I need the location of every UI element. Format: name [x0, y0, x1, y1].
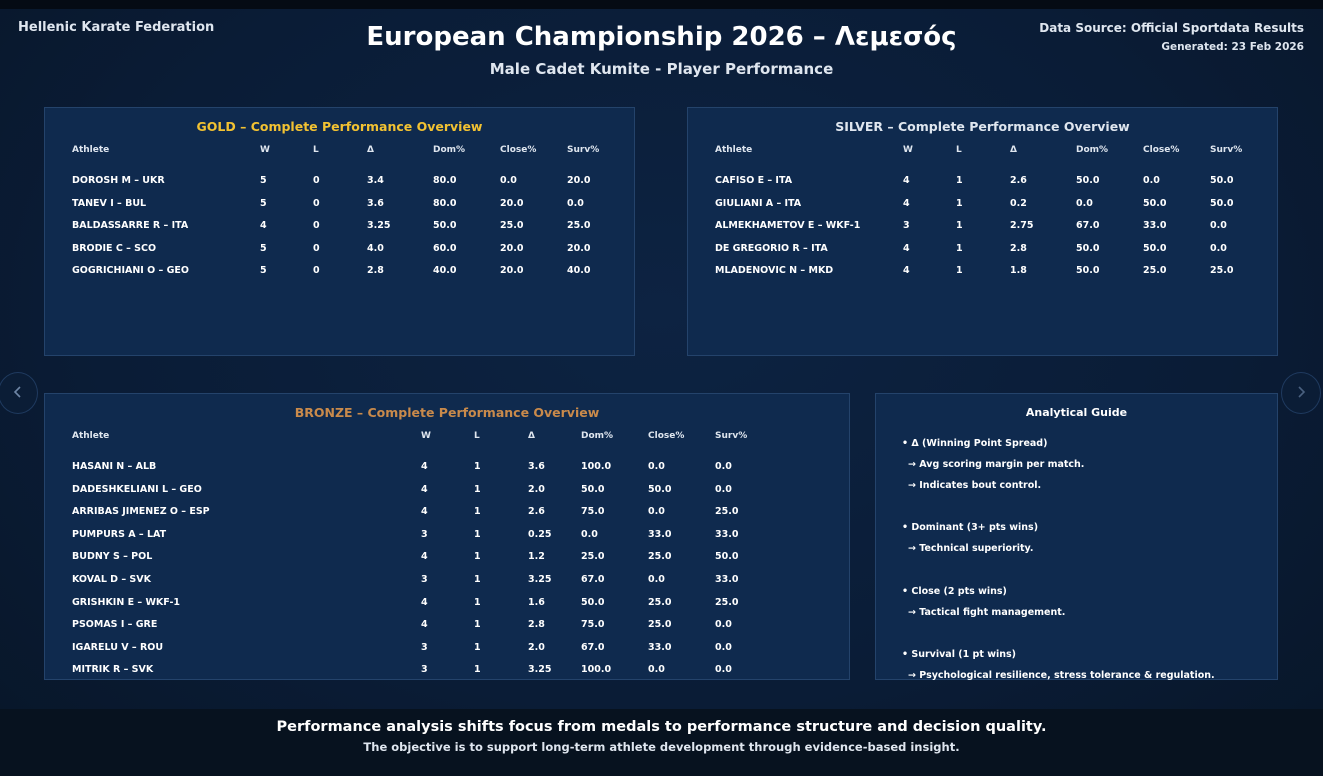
stat-cell: 5	[260, 265, 267, 277]
stat-cell: 50.0	[1076, 265, 1100, 277]
stat-cell: 3.25	[367, 220, 391, 232]
guide-note: → Avg scoring margin per match.	[908, 459, 1085, 470]
stat-cell: 5	[260, 197, 267, 209]
stat-cell: 2.6	[1010, 175, 1027, 186]
stat-cell: 4	[421, 551, 428, 563]
stat-cell: 75.0	[581, 506, 605, 518]
athlete-name-cell: BALDASSARRE R – ITA	[72, 220, 189, 232]
stat-cell: 4	[260, 220, 267, 232]
stat-cell: 0.0	[567, 197, 584, 209]
column-header: W	[421, 431, 431, 441]
stat-cell: 0.0	[581, 528, 598, 540]
stat-cell: 0.0	[715, 641, 732, 653]
stat-cell: 50.0	[581, 596, 605, 608]
column-header: L	[474, 431, 480, 441]
athlete-name-cell: GOGRICHIANI O – GEO	[72, 265, 189, 277]
stat-cell: 1	[474, 461, 481, 472]
stat-cell: 67.0	[581, 641, 605, 653]
stat-cell: 25.0	[648, 619, 672, 631]
stat-cell: 0	[313, 175, 320, 186]
stat-cell: 1	[474, 574, 481, 585]
data-source: Data Source: Official Sportdata Results	[1039, 21, 1304, 35]
stat-cell: 25.0	[715, 506, 739, 518]
stat-cell: 20.0	[500, 242, 524, 254]
stat-cell: 50.0	[1076, 175, 1100, 186]
column-header: Close%	[648, 431, 685, 441]
stat-cell: 1.8	[1010, 265, 1027, 277]
column-header: Dom%	[581, 431, 614, 441]
stat-cell: 3	[421, 664, 428, 676]
stat-cell: 33.0	[715, 528, 739, 540]
stat-cell: 0.0	[1143, 175, 1160, 186]
stat-cell: 50.0	[1076, 242, 1100, 254]
stat-cell: 2.8	[1010, 242, 1027, 254]
athlete-name-cell: DE GREGORIO R – ITA	[715, 242, 828, 254]
column-header: W	[260, 145, 270, 155]
stat-cell: 4	[903, 175, 910, 186]
stat-cell: 0.0	[715, 619, 732, 631]
stat-cell: 3	[421, 528, 428, 540]
page-subtitle: Male Cadet Kumite - Player Performance	[489, 60, 834, 78]
stat-cell: 50.0	[648, 483, 672, 495]
stat-cell: 4	[421, 461, 428, 472]
column-header: L	[313, 145, 319, 155]
guide-item: • Dominant (3+ pts wins)	[902, 522, 1039, 533]
column-header: L	[956, 145, 962, 155]
column-header: Close%	[1143, 145, 1180, 155]
column-header: Surv%	[715, 431, 748, 441]
stat-cell: 0.0	[715, 664, 732, 676]
stat-cell: 25.0	[581, 551, 605, 563]
stat-cell: 3	[421, 641, 428, 653]
guide-item: • Survival (1 pt wins)	[902, 649, 1016, 660]
stat-cell: 0	[313, 242, 320, 254]
footer-statement: Performance analysis shifts focus from medals to performance structure and decision quality.	[276, 719, 1047, 735]
stat-cell: 1	[474, 483, 481, 495]
chevron-left-icon	[11, 384, 25, 403]
stat-cell: 1	[474, 551, 481, 563]
chevron-right-icon	[1294, 384, 1308, 403]
stat-cell: 5	[260, 242, 267, 254]
stat-cell: 1	[956, 242, 963, 254]
column-header: Δ	[528, 431, 535, 441]
guide-item: • Δ (Winning Point Spread)	[902, 438, 1048, 449]
gold-panel-title: GOLD – Complete Performance Overview	[196, 119, 483, 134]
stat-cell: 0.0	[648, 461, 665, 472]
stat-cell: 2.0	[528, 641, 545, 653]
stat-cell: 2.8	[367, 265, 384, 277]
athlete-name-cell: ALMEKHAMETOV E – WKF-1	[715, 220, 861, 232]
stat-cell: 4	[421, 483, 428, 495]
bronze-panel-title: BRONZE – Complete Performance Overview	[294, 405, 600, 420]
athlete-name-cell: MITRIK R – SVK	[72, 664, 154, 676]
stat-cell: 3.25	[528, 664, 552, 676]
stat-cell: 100.0	[581, 664, 612, 676]
stat-cell: 50.0	[1210, 175, 1234, 186]
stat-cell: 4	[421, 619, 428, 631]
stat-cell: 1	[474, 641, 481, 653]
bronze-panel	[44, 393, 850, 680]
guide-note: → Tactical fight management.	[908, 607, 1066, 618]
gold-panel	[44, 107, 635, 356]
stat-cell: 25.0	[648, 551, 672, 563]
stat-cell: 75.0	[581, 619, 605, 631]
next-slide-button[interactable]	[1281, 372, 1321, 414]
guide-note: → Indicates bout control.	[908, 480, 1042, 491]
stat-cell: 67.0	[581, 574, 605, 585]
stat-cell: 4	[421, 596, 428, 608]
athlete-name-cell: MLADENOVIC N – MKD	[715, 265, 834, 277]
athlete-name-cell: HASANI N – ALB	[72, 461, 157, 472]
stat-cell: 20.0	[500, 265, 524, 277]
top-bar	[0, 0, 1323, 9]
stat-cell: 3.6	[367, 197, 384, 209]
guide-note: → Technical superiority.	[908, 543, 1034, 554]
stat-cell: 1	[956, 175, 963, 186]
athlete-name-cell: BRODIE C – SCO	[72, 242, 157, 254]
stat-cell: 0.0	[648, 574, 665, 585]
column-header: Surv%	[567, 145, 600, 155]
stat-cell: 1.2	[528, 551, 545, 563]
stat-cell: 33.0	[648, 641, 672, 653]
stat-cell: 100.0	[581, 461, 612, 472]
guide-note: → Psychological resilience, stress tolerance & regulation.	[908, 670, 1215, 681]
stat-cell: 33.0	[1143, 220, 1167, 232]
stat-cell: 0.0	[1210, 220, 1227, 232]
stat-cell: 0.0	[648, 506, 665, 518]
stat-cell: 25.0	[1143, 265, 1167, 277]
stat-cell: 25.0	[715, 596, 739, 608]
stat-cell: 3.6	[528, 461, 545, 472]
stat-cell: 80.0	[433, 175, 457, 186]
stat-cell: 25.0	[1210, 265, 1234, 277]
athlete-name-cell: GIULIANI A – ITA	[715, 197, 802, 209]
athlete-name-cell: BUDNY S – POL	[72, 551, 153, 563]
athlete-name-cell: PSOMAS I – GRE	[72, 619, 158, 631]
stat-cell: 0	[313, 197, 320, 209]
stat-cell: 50.0	[1210, 197, 1234, 209]
stat-cell: 50.0	[433, 220, 457, 232]
stat-cell: 0.0	[1210, 242, 1227, 254]
stat-cell: 25.0	[567, 220, 591, 232]
column-header: Dom%	[1076, 145, 1109, 155]
stat-cell: 50.0	[1143, 242, 1167, 254]
stat-cell: 2.75	[1010, 220, 1034, 232]
athlete-name-cell: ARRIBAS JIMENEZ O – ESP	[72, 506, 210, 518]
stat-cell: 0.25	[528, 528, 552, 540]
stat-cell: 25.0	[500, 220, 524, 232]
stat-cell: 0	[313, 220, 320, 232]
stat-cell: 0.0	[648, 664, 665, 676]
stat-cell: 4	[421, 506, 428, 518]
column-header: Surv%	[1210, 145, 1243, 155]
stat-cell: 3.4	[367, 175, 384, 186]
stat-cell: 0.0	[715, 461, 732, 472]
page-title: European Championship 2026 – Λεμεσός	[366, 22, 957, 52]
stat-cell: 67.0	[1076, 220, 1100, 232]
stat-cell: 1	[474, 664, 481, 676]
stat-cell: 33.0	[715, 574, 739, 585]
stat-cell: 3.25	[528, 574, 552, 585]
athlete-name-cell: DADESHKELIANI L – GEO	[72, 483, 202, 495]
column-header: Δ	[367, 145, 374, 155]
stat-cell: 0.0	[715, 483, 732, 495]
stat-cell: 1	[956, 220, 963, 232]
footer-objective: The objective is to support long-term athlete development through evidence-based insight.	[363, 740, 960, 754]
column-header: Dom%	[433, 145, 466, 155]
athlete-name-cell: DOROSH M – UKR	[72, 175, 165, 186]
column-header: Athlete	[72, 145, 110, 155]
stat-cell: 33.0	[648, 528, 672, 540]
column-header: W	[903, 145, 913, 155]
stat-cell: 2.0	[528, 483, 545, 495]
stat-cell: 20.0	[567, 175, 591, 186]
guide-item: • Close (2 pts wins)	[902, 586, 1007, 597]
silver-panel	[687, 107, 1278, 356]
stat-cell: 80.0	[433, 197, 457, 209]
stat-cell: 3	[421, 574, 428, 585]
stat-cell: 1	[956, 265, 963, 277]
stat-cell: 0	[313, 265, 320, 277]
stat-cell: 50.0	[581, 483, 605, 495]
column-header: Δ	[1010, 145, 1017, 155]
stat-cell: 1	[474, 506, 481, 518]
stat-cell: 1	[474, 528, 481, 540]
column-header: Athlete	[715, 145, 753, 155]
athlete-name-cell: TANEV I – BUL	[72, 197, 147, 209]
stat-cell: 0.2	[1010, 197, 1027, 209]
organization-name: Hellenic Karate Federation	[18, 20, 215, 35]
stat-cell: 40.0	[433, 265, 457, 277]
stat-cell: 1.6	[528, 596, 545, 608]
stat-cell: 4	[903, 242, 910, 254]
athlete-name-cell: GRISHKIN E – WKF-1	[72, 596, 181, 608]
stat-cell: 20.0	[567, 242, 591, 254]
stat-cell: 0.0	[500, 175, 517, 186]
column-header: Close%	[500, 145, 537, 155]
stat-cell: 50.0	[1143, 197, 1167, 209]
athlete-name-cell: PUMPURS A – LAT	[72, 528, 167, 540]
stat-cell: 1	[474, 619, 481, 631]
athlete-name-cell: IGARELU V – ROU	[72, 641, 164, 653]
stat-cell: 2.6	[528, 506, 545, 518]
generated-date: Generated: 23 Feb 2026	[1161, 41, 1304, 53]
athlete-name-cell: KOVAL D – SVK	[72, 574, 151, 585]
stat-cell: 1	[474, 596, 481, 608]
stat-cell: 4.0	[367, 242, 384, 254]
stat-cell: 5	[260, 175, 267, 186]
stat-cell: 1	[956, 197, 963, 209]
silver-panel-title: SILVER – Complete Performance Overview	[835, 119, 1130, 134]
athlete-name-cell: CAFISO E – ITA	[715, 175, 793, 186]
stat-cell: 3	[903, 220, 910, 232]
stat-cell: 4	[903, 265, 910, 277]
stat-cell: 0.0	[1076, 197, 1093, 209]
stat-cell: 50.0	[715, 551, 739, 563]
stat-cell: 20.0	[500, 197, 524, 209]
stat-cell: 60.0	[433, 242, 457, 254]
analytical-guide-panel	[875, 393, 1278, 680]
guide-title: Analytical Guide	[1025, 406, 1128, 419]
stat-cell: 40.0	[567, 265, 591, 277]
stat-cell: 4	[903, 197, 910, 209]
previous-slide-button[interactable]	[0, 372, 38, 414]
column-header: Athlete	[72, 431, 110, 441]
stat-cell: 25.0	[648, 596, 672, 608]
stat-cell: 2.8	[528, 619, 545, 631]
